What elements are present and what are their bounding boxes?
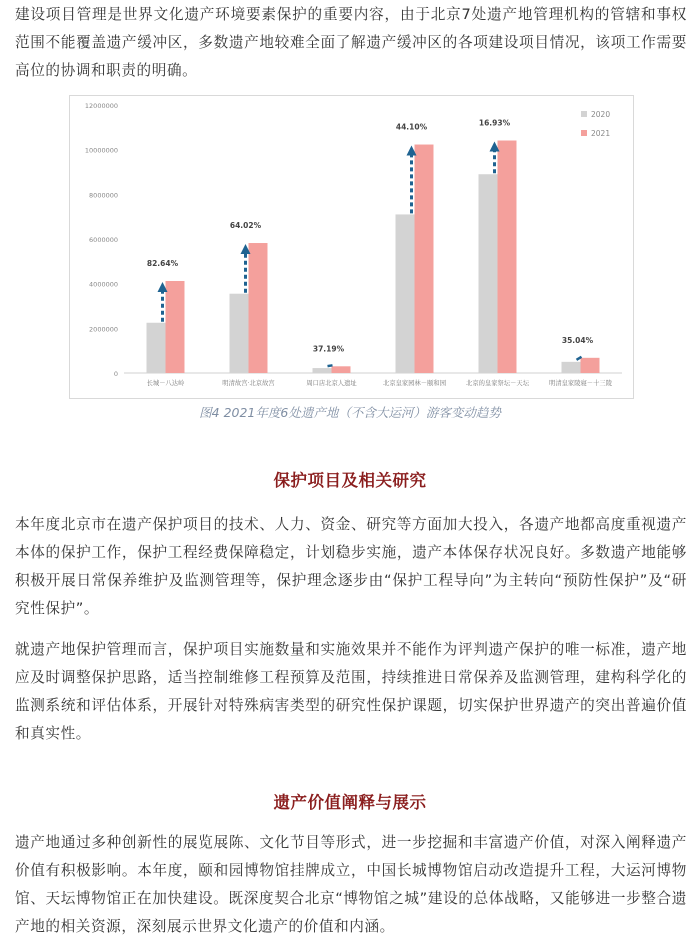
y-tick-label: 2000000	[89, 325, 118, 334]
growth-label: 64.02%	[229, 221, 262, 231]
figure-caption: 图4 2021年度6处遗产地（不含大运河）游客变动趋势	[199, 405, 501, 420]
visitor-trend-chart	[70, 96, 633, 398]
y-tick-label: 8000000	[89, 191, 118, 200]
growth-label: 44.10%	[395, 122, 428, 132]
legend-swatch-2020	[581, 111, 587, 117]
growth-label: 82.64%	[146, 258, 179, 268]
x-tick-label: 周口店北京人遗址	[306, 380, 357, 387]
x-tick-label: 长城－八达岭	[146, 380, 185, 387]
legend-label: 2020	[591, 110, 611, 119]
bar-2021	[581, 358, 600, 373]
bar-2020	[313, 368, 332, 373]
bar-2020	[562, 362, 581, 373]
y-tick-label: 12000000	[84, 102, 118, 110]
bar-2020	[230, 294, 249, 373]
legend-label: 2021	[591, 129, 611, 138]
growth-label: 16.93%	[478, 118, 511, 128]
y-tick-label: 4000000	[89, 280, 118, 289]
section-title-protection: 保护项目及相关研究	[273, 471, 427, 490]
y-tick-label: 0	[113, 370, 118, 378]
y-tick-label: 10000000	[84, 146, 118, 155]
intro-paragraph: 建设项目管理是世界文化遗产环境要素保护的重要内容，由于北京7处遗产地管理机构的管辖和事权范围不能覆盖遗产缓冲区，多数遗产地较难全面了解遗产缓冲区的各项建设项目情况，该项工作需要高位的协调和职责的明确。	[15, 6, 687, 79]
bar-2021	[498, 141, 517, 373]
x-tick-label: 北京皇家园林－颐和园	[383, 380, 446, 387]
section2-paragraph-1: 遗产地通过多种创新性的展览展陈、文化节目等形式，进一步挖掘和丰富遗产价值，对深入阐释遗产价值有积极影响。本年度，颐和园博物馆挂牌成立，中国长城博物馆启动改造提升工程，大运河博物馆、天坛博物馆正在加快建设。既深度契合北京“博物馆之城”建设的总体战略，又能够进一步整合遗产地的相关资源，深刻展示世界文化遗产的价值和内涵。	[15, 834, 687, 935]
bar-2020	[147, 323, 166, 373]
chart-figure	[69, 95, 634, 399]
section-title-interpretation: 遗产价值阐释与展示	[273, 793, 427, 812]
bar-2021	[332, 366, 351, 373]
x-tick-label: 明清皇家陵寝－十三陵	[549, 380, 612, 387]
x-tick-label: 明清故宫·北京故宫	[222, 380, 275, 387]
bar-2020	[479, 174, 498, 373]
legend-swatch-2021	[581, 130, 587, 136]
bar-2020	[396, 214, 415, 373]
growth-arrow-shaft	[328, 365, 333, 366]
bar-2021	[249, 243, 268, 373]
growth-label: 37.19%	[312, 344, 345, 354]
bar-2021	[415, 145, 434, 373]
x-tick-label: 北京的皇家祭坛－天坛	[466, 380, 529, 387]
bar-2021	[166, 281, 185, 373]
y-tick-label: 6000000	[89, 236, 118, 244]
growth-label: 35.04%	[561, 335, 594, 345]
section1-paragraph-2: 就遗产地保护管理而言，保护项目实施数量和实施效果并不能作为评判遗产保护的唯一标准，遗产地应及时调整保护思路，适当控制维修工程预算及范围，持续推进日常保养及监测管理，建构科学化的监测系统和评估体系，开展针对特殊病害类型的研究性保护课题，切实保护世界遗产的突出普遍价值和真实性。	[15, 641, 687, 742]
section1-paragraph-1: 本年度北京市在遗产保护项目的技术、人力、资金、研究等方面加大投入，各遗产地都高度重视遗产本体的保护工作，保护工程经费保障稳定，计划稳步实施，遗产本体保存状况良好。多数遗产地能够积极开展日常保养维护及监测管理等，保护理念逐步由“保护工程导向”为主转向“预防性保护”及“研究性保护”。	[15, 516, 687, 617]
